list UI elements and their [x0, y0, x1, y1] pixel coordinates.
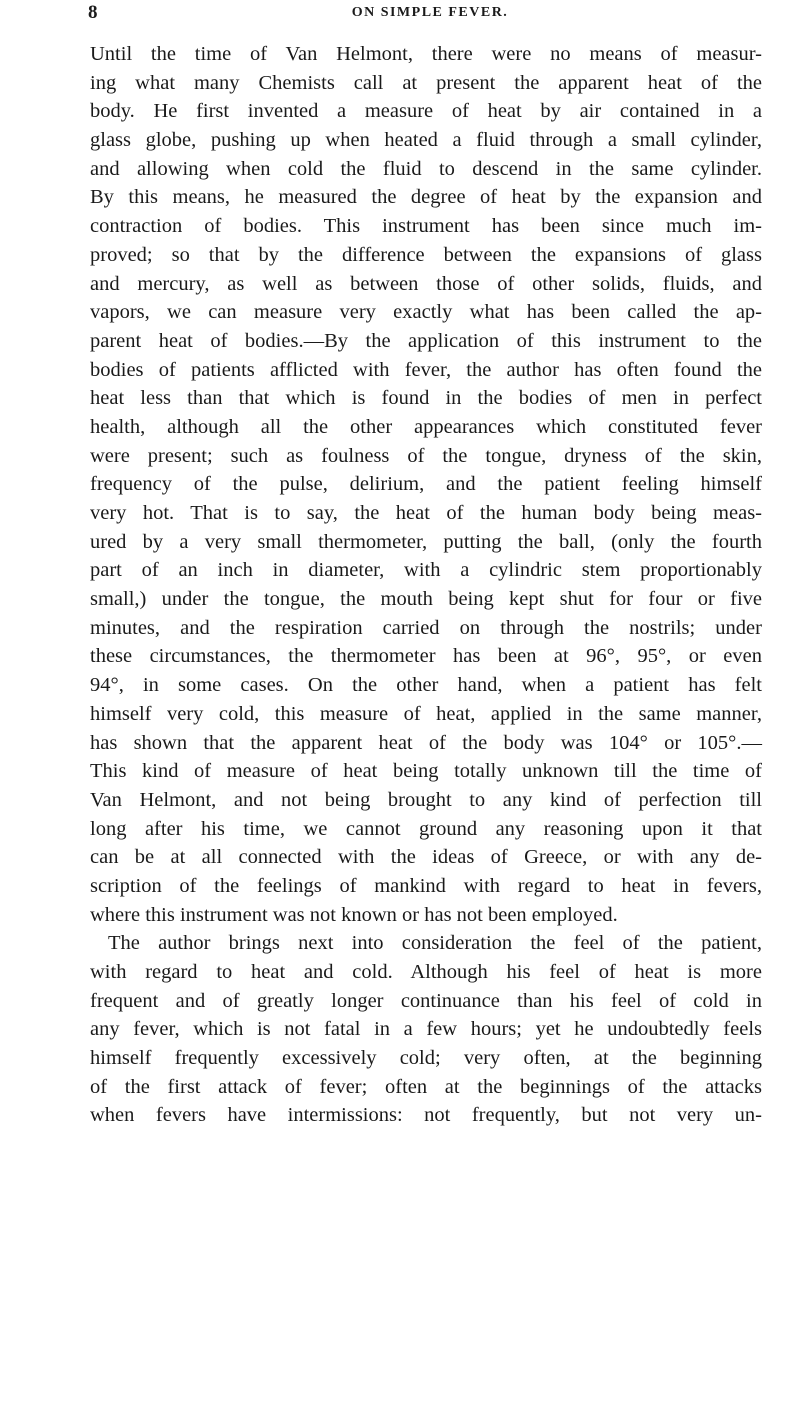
- text-line: parent heat of bodies.—By the application of this instrument to the: [90, 329, 762, 352]
- text-line: The author brings next into consideration the feel of the patient,: [108, 932, 762, 955]
- page-header: [90, 2, 770, 26]
- text-line: when fevers have intermissions: not frequently, but not very un-: [90, 1104, 762, 1127]
- text-line: ured by a very small thermometer, putting the ball, (only the fourth: [90, 530, 762, 553]
- text-line: himself very cold, this measure of heat, applied in the same manner,: [90, 702, 762, 725]
- text-line: vapors, we can measure very exactly what has been called the ap-: [90, 301, 762, 324]
- text-line: health, although all the other appearances which constituted fever: [90, 415, 762, 438]
- text-line: By this means, he measured the degree of heat by the expansion and: [90, 186, 762, 209]
- body-text: [90, 40, 762, 1130]
- text-line: where this instrument was not known or has not been employed.: [90, 903, 618, 926]
- text-line: bodies of patients afflicted with fever, the author has often found the: [90, 358, 762, 381]
- text-line: were present; such as foulness of the tongue, dryness of the skin,: [90, 444, 762, 467]
- text-line: long after his time, we cannot ground any reasoning upon it that: [90, 817, 762, 840]
- text-line: body. He first invented a measure of heat by air contained in a: [90, 100, 762, 123]
- text-line: Until the time of Van Helmont, there were no means of measur-: [90, 43, 762, 65]
- text-line: of the first attack of fever; often at the beginnings of the attacks: [90, 1075, 762, 1098]
- text-line: scription of the feelings of mankind with regard to heat in fevers,: [90, 874, 762, 897]
- text-line: Van Helmont, and not being brought to any kind of perfection till: [90, 788, 762, 811]
- text-line: 94°, in some cases. On the other hand, when a patient has felt: [90, 674, 762, 697]
- text-line: contraction of bodies. This instrument has been since much im-: [90, 215, 762, 238]
- text-line: heat less than that which is found in the bodies of men in perfect: [90, 387, 762, 410]
- text-line: frequent and of greatly longer continuance than his feel of cold in: [90, 989, 762, 1012]
- running-head: ON SIMPLE FEVER.: [351, 5, 509, 20]
- text-line: these circumstances, the thermometer has been at 96°, 95°, or even: [90, 645, 762, 668]
- text-line: small,) under the tongue, the mouth being kept shut for four or five: [90, 588, 762, 611]
- text-line: ing what many Chemists call at present the apparent heat of the: [90, 71, 762, 94]
- text-line: has shown that the apparent heat of the body was 104° or 105°.—: [90, 731, 762, 754]
- text-line: and mercury, as well as between those of other solids, fluids, and: [90, 272, 762, 295]
- text-line: and allowing when cold the fluid to descend in the same cylinder.: [90, 157, 762, 180]
- page-number: 8: [88, 2, 98, 23]
- text-line: can be at all connected with the ideas of Greece, or with any de-: [90, 846, 762, 869]
- text-line: minutes, and the respiration carried on through the nostrils; under: [90, 616, 762, 639]
- text-line: part of an inch in diameter, with a cylindric stem proportionably: [90, 559, 762, 582]
- text-line: glass globe, pushing up when heated a fluid through a small cylinder,: [90, 129, 762, 152]
- text-line: frequency of the pulse, delirium, and the patient feeling himself: [90, 473, 762, 496]
- text-line: any fever, which is not fatal in a few hours; yet he undoubtedly feels: [90, 1018, 762, 1041]
- text-line: This kind of measure of heat being totally unknown till the time of: [90, 760, 762, 783]
- text-line: with regard to heat and cold. Although his feel of heat is more: [90, 961, 762, 983]
- text-line: proved; so that by the difference between the expansions of glass: [90, 243, 762, 266]
- text-line: himself frequently excessively cold; very often, at the beginning: [90, 1047, 762, 1070]
- text-line: very hot. That is to say, the heat of the human body being meas-: [90, 502, 762, 524]
